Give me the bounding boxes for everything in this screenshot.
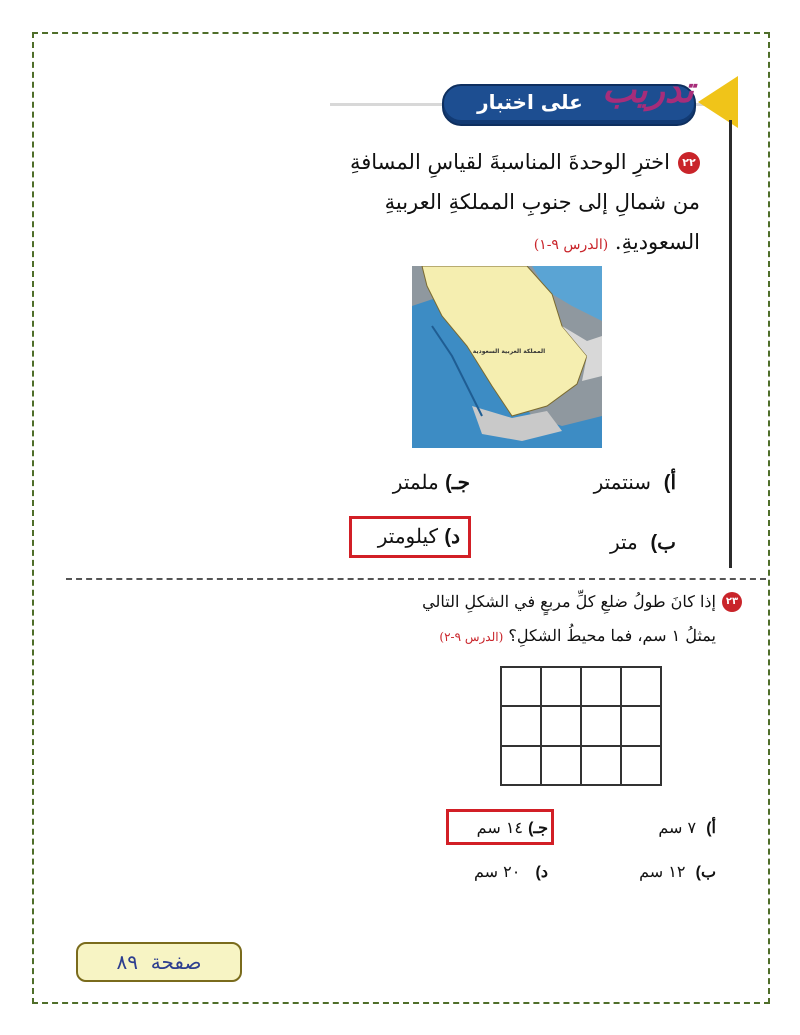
option-text: ٧ سم <box>658 818 697 837</box>
square-grid-figure <box>500 666 662 786</box>
question-text-line: اخترِ الوحدةَ المناسبةَ لقياسِ المسافةِ <box>349 150 670 174</box>
grid-cell <box>501 746 541 785</box>
question-text-end: السعوديةِ. <box>614 230 700 254</box>
grid-cell <box>541 706 581 745</box>
question-text-line: إذا كانَ طولُ ضلعِ كلِّ مربعٍ في الشكلِ التالي <box>422 592 716 611</box>
option-text: ملمتر <box>392 470 439 494</box>
grid-cell <box>501 706 541 745</box>
map-label: المملكة العربية السعودية <box>472 348 546 355</box>
option-letter: ب) <box>650 532 676 554</box>
option-text: ١٢ سم <box>639 862 686 881</box>
option-text: متر <box>609 530 638 554</box>
section-divider <box>66 578 766 580</box>
option-text: ١٤ سم <box>476 818 523 837</box>
option-text: ٢٠ سم <box>473 862 521 881</box>
option-letter: جـ) <box>528 820 548 837</box>
answer-option-c[interactable] <box>360 466 470 499</box>
map-graphic <box>412 266 602 448</box>
page-label: صفحة <box>150 950 202 974</box>
grid-cell <box>621 706 661 745</box>
grid-cell <box>541 667 581 706</box>
question-number-badge: ٢٢ <box>678 152 700 174</box>
answer-option-a[interactable] <box>600 814 716 843</box>
answer-option-d[interactable] <box>442 858 548 887</box>
page-number <box>80 942 238 982</box>
option-text: سنتمتر <box>593 470 652 494</box>
answer-option-b[interactable] <box>560 526 676 559</box>
option-letter: د) <box>444 526 460 548</box>
answer-option-b[interactable] <box>600 858 716 887</box>
column-rule <box>729 120 732 568</box>
highlighted-answer-box <box>349 516 471 558</box>
banner-arrow-icon <box>698 76 738 128</box>
question-text-line: من شمالِ إلى جنوبِ المملكةِ العربيةِ <box>384 190 700 214</box>
option-text: كيلومتر <box>377 524 439 548</box>
answer-option-a[interactable] <box>560 466 676 499</box>
banner-practice-label: تدريب <box>602 69 694 111</box>
question-text-end: يمثلُ ١ سم، فما محيطُ الشكلِ؟ <box>508 626 716 645</box>
option-letter: جـ) <box>445 472 470 494</box>
option-letter: أ) <box>706 820 716 837</box>
question-number-badge: ٢٣ <box>722 592 742 612</box>
lesson-reference: (الدرس ٩-٢) <box>439 630 504 644</box>
option-letter: د) <box>535 864 548 881</box>
grid-cell <box>581 746 621 785</box>
option-letter: ب) <box>695 864 716 881</box>
banner-test-label: على اختبار <box>477 90 583 114</box>
question-text-line <box>380 620 716 653</box>
option-letter: أ) <box>663 472 676 494</box>
grid-cell <box>501 667 541 706</box>
grid-cell <box>541 746 581 785</box>
lesson-reference: (الدرس ٩-١) <box>533 237 609 253</box>
highlighted-answer-box <box>446 809 554 845</box>
question-text-line <box>330 222 700 265</box>
saudi-arabia-map <box>412 266 602 448</box>
grid-cell <box>621 667 661 706</box>
grid-cell <box>581 706 621 745</box>
grid-cell <box>621 746 661 785</box>
page-number-value: ٨٩ <box>116 950 139 974</box>
grid-cell <box>581 667 621 706</box>
